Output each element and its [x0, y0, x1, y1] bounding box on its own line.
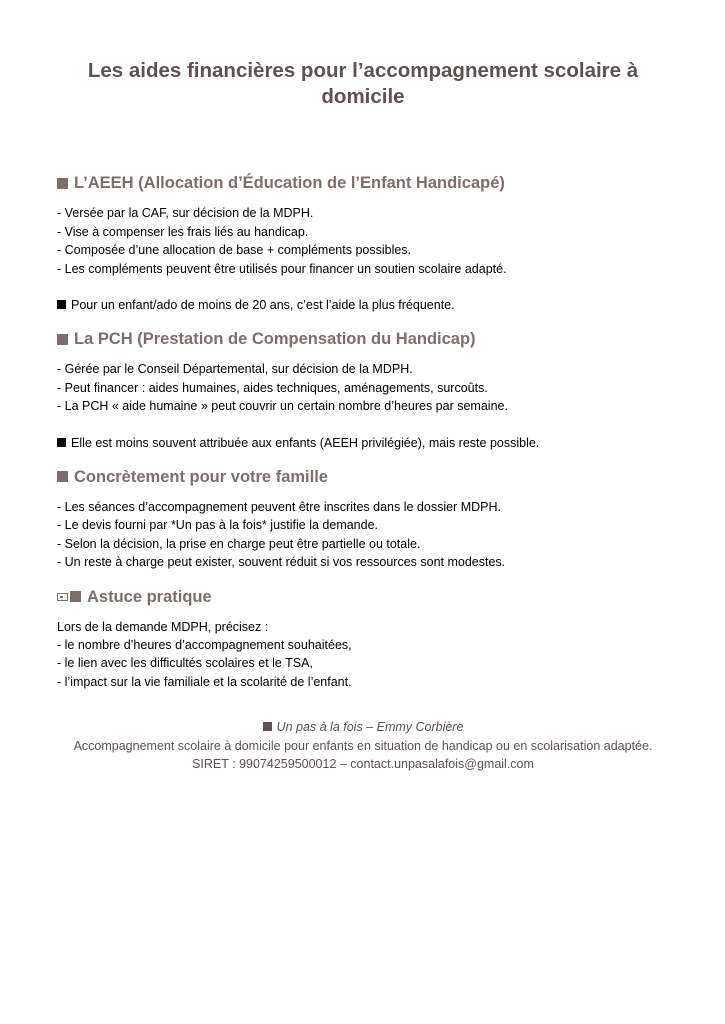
square-bullet-icon [57, 334, 68, 345]
aeeh-note [57, 296, 669, 314]
section-astuce [57, 586, 669, 692]
section-heading-astuce-text: Astuce pratique [87, 587, 212, 606]
pch-list [57, 360, 669, 416]
footer-description: Accompagnement scolaire à domicile pour enfants en situation de handicap ou en scolarisation adaptée. [73, 738, 653, 753]
lightbulb-placeholder-icon [57, 593, 68, 601]
page-footer [57, 718, 669, 774]
list-item: - Les compléments peuvent être utilisés pour financer un soutien scolaire adapté. [57, 261, 507, 276]
footer-contact: SIRET : 99074259500012 – contact.unpasalafois@gmail.com [192, 757, 534, 771]
square-bullet-icon [70, 591, 81, 602]
pch-note-text: Elle est moins souvent attribuée aux enfants (AEEH privilégiée), mais reste possible. [71, 435, 540, 450]
square-bullet-icon [57, 178, 68, 189]
square-bullet-icon [263, 722, 272, 731]
concretement-list [57, 498, 669, 572]
list-item: - La PCH « aide humaine » peut couvrir un certain nombre d’heures par semaine. [57, 399, 508, 413]
list-item: - Un reste à charge peut exister, souvent réduit si vos ressources sont modestes. [57, 555, 506, 569]
page-title: Les aides financières pour l’accompagnement scolaire à domicile [87, 59, 639, 108]
section-heading-pch-text: La PCH (Prestation de Compensation du Handicap) [74, 330, 476, 348]
square-bullet-icon [57, 438, 66, 447]
section-concretement [57, 466, 669, 572]
section-heading-concretement [57, 466, 669, 488]
list-item: - l’impact sur la vie familiale et la scolarité de l’enfant. [57, 674, 352, 689]
section-heading-concretement-text: Concrètement pour votre famille [74, 467, 328, 486]
list-item: - Peut financer : aides humaines, aides techniques, aménagements, surcoûts. [57, 380, 488, 395]
list-item: - Le devis fourni par *Un pas à la fois* justifie la demande. [57, 518, 379, 532]
document-page [57, 58, 669, 691]
list-item: - Versée par la CAF, sur décision de la MDPH. [57, 206, 314, 220]
footer-signature: Un pas à la fois – Emmy Corbière [276, 720, 464, 734]
section-heading-aeeh [57, 172, 669, 194]
section-aeeh [57, 172, 669, 314]
section-pch [57, 328, 669, 452]
astuce-list [57, 636, 669, 692]
list-item: - Composée d’une allocation de base + compléments possibles. [57, 243, 412, 257]
footer-signature-line [57, 718, 669, 737]
list-item: - le lien avec les difficultés scolaires et le TSA, [57, 656, 313, 670]
pch-note [57, 434, 669, 452]
list-item: - Vise à compenser les frais liés au handicap. [57, 224, 309, 239]
astuce-intro: Lors de la demande MDPH, précisez : [57, 619, 269, 634]
square-bullet-icon [57, 471, 68, 482]
section-heading-astuce [57, 586, 669, 608]
list-item: - Gérée par le Conseil Départemental, sur décision de la MDPH. [57, 362, 413, 376]
section-heading-pch [57, 328, 669, 350]
list-item: - Les séances d’accompagnement peuvent être inscrites dans le dossier MDPH. [57, 499, 501, 514]
list-item: - le nombre d’heures d’accompagnement souhaitées, [57, 637, 352, 652]
aeeh-note-text: Pour un enfant/ado de moins de 20 ans, c’est l’aide la plus fréquente. [71, 298, 455, 312]
square-bullet-icon [57, 300, 66, 309]
list-item: - Selon la décision, la prise en charge peut être partielle ou totale. [57, 536, 421, 551]
aeeh-list [57, 204, 669, 278]
section-heading-aeeh-text: L’AEEH (Allocation d’Éducation de l’Enfant Handicapé) [74, 174, 505, 192]
